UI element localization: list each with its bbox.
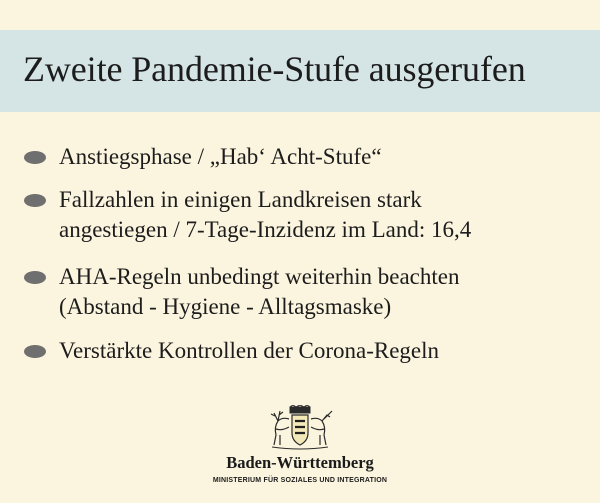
shield-icon <box>292 415 308 445</box>
list-item-line: Fallzahlen in einigen Landkreisen stark <box>59 187 422 212</box>
list-item <box>24 142 584 172</box>
bullet-dot-icon <box>24 345 46 358</box>
bullet-dot-icon <box>24 194 46 207</box>
list-item <box>24 262 584 322</box>
page-title: Zweite Pandemie-Stufe ausgerufen <box>23 49 526 89</box>
base-line <box>272 447 328 449</box>
griffin-supporter-icon <box>311 411 332 445</box>
list-item-text <box>59 262 459 322</box>
deer-supporter-icon <box>271 411 289 445</box>
ministry-name: MINISTERIUM FÜR SOZIALES UND INTEGRATION <box>212 477 388 484</box>
bullet-dot-icon <box>24 271 46 284</box>
list-item-line: Anstiegsphase / „Hab‘ Acht-Stufe“ <box>59 144 382 169</box>
list-item-text <box>59 336 439 366</box>
list-item-text <box>59 142 382 172</box>
list-item-text <box>59 185 471 245</box>
list-item <box>24 185 584 245</box>
state-name: Baden-Württemberg <box>226 453 374 472</box>
crown-icon <box>290 405 310 413</box>
list-item <box>24 336 584 366</box>
list-item-line: Verstärkte Kontrollen der Corona-Regeln <box>59 338 440 363</box>
coat-of-arms-logo <box>266 405 334 451</box>
bullet-dot-icon <box>24 151 46 164</box>
list-item-line: angestiegen / 7-Tage-Inzidenz im Land: 16,4 <box>59 217 472 242</box>
list-item-line: AHA-Regeln unbedingt weiterhin beachten <box>59 264 460 289</box>
list-item-line: (Abstand - Hygiene - Alltagsmaske) <box>59 294 392 319</box>
